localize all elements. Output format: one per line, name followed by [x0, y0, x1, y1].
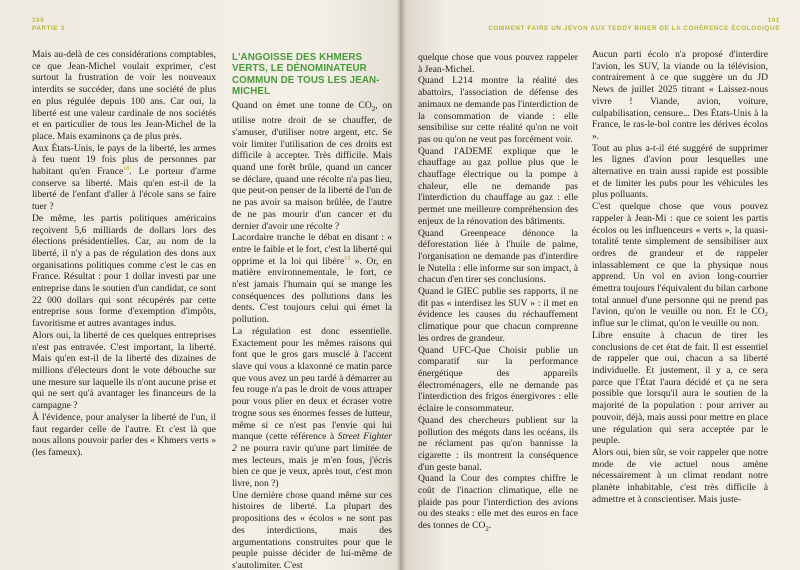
paragraph: [232, 100, 392, 233]
paragraph: Quand l'ADEME explique que le chauffage au gaz pollue plus que le chauffage électrique ou la pompe à chaleur, elle ne demande pas l'interdiction du chauffage au gaz : elle permet une meilleure compréhension des enjeux de la rénovation des bâtiments.: [418, 145, 578, 227]
paragraph: Libre ensuite à chacun de tirer les conclusions de cet état de fait. Il est essentiel de rappeler que oui, chacun a sa liberté individuelle. Et justement, il y a, ce sera parce que l'État l'aura décidé et ça ne sera possible que lorsqu'il aura le soutien de la majorité de la population : pour arriver au pouvoir, déjà, mais aussi pour mettre en place une régulation qui sera acceptée par le peuple.: [592, 329, 768, 447]
paragraph-text: Quand on émet une tonne de CO: [232, 99, 372, 111]
paragraph-text: ». Or, en matière environnementale, le fort, ce n'est jamais l'humain qui se mange les conséquences des pollutions dans les dents. C'est toujours celui qui émet la pollution.: [232, 255, 392, 326]
paragraph: Une dernière chose quand même sur ces histoires de liberté. La plupart des propositions des « écolos » ne sont pas des interdictions, mais des argumentations construites pour que le peuple puisse décider de lui-même de s'autolimiter. C'est: [232, 489, 392, 570]
paragraph: À l'évidence, pour analyser la liberté de l'un, il faut regarder celle de l'autre. Et c'est là que nous allons pouvoir parler des « Khmers verts » (les fameux).: [32, 411, 216, 458]
paragraph: Quand Greenpeace dénonce la déforestation liée à l'huile de palme, l'organisation ne demande pas d'interdire le Nutella : elle informe sur son impact, à chacun d'en tirer ses conclusions.: [418, 227, 578, 286]
paragraph: Tout au plus a-t-il été suggéré de supprimer les lignes d'avion pour lesquelles une alternative en train aussi rapide est possible et de limiter les pubs pour les véhicules les plus polluants.: [592, 142, 768, 201]
paragraph-text: Lacordaire tranche le débat en disant : « entre le faible et le fort, c'est la liberté qui opprime et la loi qui libère: [232, 232, 392, 267]
right-running-title: COMMENT FAIRE UN JEVON AUX TEDDY BINER DE LA COHÉRENCE ÉCOLOGIQUE: [488, 24, 780, 32]
subscript: 2: [371, 104, 376, 113]
footnote-marker: 18: [123, 165, 130, 172]
paragraph: Aucun parti écolo n'a proposé d'interdire l'avion, les SUV, la viande ou la télévision, contrairement à ce que suggère un du JD News de juillet 2025 titrant « Laissez-nous vivre ! Viande, avion, voiture, culpabilisation, censure... Des États-Unis à la France, le ras-le-bol contre les dérives écolos ».: [592, 49, 768, 142]
paragraph: [232, 232, 392, 326]
paragraph-text: Quand la Cour des comptes chiffre le coût de l'inaction climatique, elle ne plaide pas pour l'interdiction des avions ou des steaks : elle met des euros en face des tonnes de CO: [418, 473, 578, 532]
paragraph: [32, 143, 216, 213]
paragraph: Quand des chercheurs publient sur la pollution des mégots dans les océans, ils ne réclament pas qu'on bannisse la cigarette : ils montrent la conséquence d'un geste banal.: [418, 414, 578, 473]
left-column-1: [32, 49, 216, 459]
paragraph: Quand L214 montre la réalité des abattoirs, l'association de défense des animaux ne demande pas l'interdiction de la consommation de viande : elle sensibilise sur cette réalité qu'on ne voit pas ou qu'on ne veut pas forcément voir.: [418, 75, 578, 145]
left-column-2: [232, 52, 392, 570]
right-page: [400, 0, 800, 570]
paragraph: Alors oui, bien sûr, se voir rappeler que notre mode de vie actuel nous amène nécessairement à un climat rendant notre planète inhabitable, c'est très difficile à admettre et à conscientiser. Mais juste-: [592, 446, 768, 505]
paragraph: [232, 326, 392, 490]
paragraph-text: , on utilise notre droit de se chauffer, de s'amuser, d'utiliser notre argent, etc. Se voir limiter l'utilisation de ces droits est difficile à accepter. Très difficile. Mais quand une forêt brûle, quand un cancer se déclare, quand une récolte n'a pas lieu, que peut-on penser de la liberté de l'un de ne pas avoir sa maison brûlée, de l'autre de ne pas mourir d'un cancer et du dernier d'avoir une récolte ?: [232, 99, 392, 232]
footnote-marker: 19: [344, 255, 351, 262]
section-title: L'ANGOISSE DES KHMERS VERTS, LE DÉNOMINATEUR COMMUN DE TOUS LES JEAN-MICHEL: [232, 52, 380, 98]
paragraph: Alors oui, la liberté de ces quelques entreprises n'est pas entravée. C'est important, la liberté. Mais qu'en est-il de la liberté des dizaines de millions d'électeurs dont le vote débouche sur une mesure sur laquelle ils n'ont aucune prise et qui ne sert qu'à avantager les financeurs de la campagne ?: [32, 329, 216, 412]
paragraph: C'est quelque chose que vous pouvez rappeler à Jean-Mi : que ce soient les partis écolos ou les influenceurs « verts », la quasi-totalité tente simplement de sensibiliser aux ordres de grandeur et de rappeler inlassablement ce que la physique nous apprend. Un vol en avion long-courrier émettra toujours l'équivalent du bilan carbone total annuel d'une personne qui ne prend pas l'avion, qu'on le veuille ou non. Et le CO₂ influe sur le climat, qu'on le veuille ou non.: [592, 201, 768, 330]
paragraph: quelque chose que vous pouvez rappeler à Jean-Michel.: [418, 52, 578, 75]
right-column-1: [418, 52, 578, 536]
paragraph: De même, les partis politiques américains reçoivent 5,6 milliards de dollars lors des élections présidentielles. Car, au nom de la liberté, il n'y a pas de régulation des dons aux organisations politiques comme c'est le cas en France. Résultat : pour 1 dollar investi par une entreprise dans le soutien d'un candidat, ce sont 22 000 dollars qui sont récupérés par cette entreprise sous forme d'exemption d'impôts, favoritisme et autres avantages indus.: [32, 212, 216, 330]
paragraph-text: La régulation est donc essentielle. Exactement pour les mêmes raisons qui font que le gros gars musclé à l'accent slave qui vous a klaxonné ce matin parce que vous avez un peu tardé à démarrer au feu rouge n'a pas le droit de vous attraper pour vous plier en deux et écraser votre trogne sous ses énormes fesses de lutteur, même si ce n'est pas l'envie qui lui manque (cette référence à: [232, 325, 392, 443]
paragraph: Quand le GIEC publie ses rapports, il ne dit pas « interdisez les SUV » : il met en évidence les causes du réchauffement climatique pour que chacun comprenne les ordres de grandeur.: [418, 286, 578, 344]
paragraph: Quand UFC-Que Choisir publie un comparatif sur la performance énergétique des appareils électroménagers, elle ne demande pas l'interdiction des frigos énergivores : elle éclaire le consommateur.: [418, 344, 578, 415]
paragraph: Mais au-delà de ces considérations comptables, ce que Jean-Michel voulait exprimer, c'est surtout la frustration de voir les nouveaux interdits se succéder, dans une société de plus en plus régulée depuis 100 ans. Car oui, la liberté est une valeur cardinale de nos sociétés et en particulier de tous les Jean-Michel de la place. Mais examinons ça de plus près.: [32, 49, 216, 142]
right-page-number: 101: [767, 17, 780, 24]
right-page-header: [488, 17, 780, 32]
subscript: 2: [485, 525, 489, 534]
right-column-2: [592, 49, 768, 505]
paragraph-text: ne pourra ravir qu'une part limitée de mes lecteurs, mais je m'en fous, j'écris bien ce que je veux, après tout, c'est mon livre, non ?): [232, 442, 392, 490]
left-page-header: [32, 17, 65, 32]
left-part-label: PARTIE 3: [32, 24, 65, 32]
left-page-number: 100: [32, 17, 45, 24]
italic-title: Street Fighter 2: [232, 431, 392, 454]
paragraph-text: . Le porteur d'arme conserve sa liberté. Mais qu'en est-il de la liberté de l'enfant d'aller à l'école sans se faire tuer ?: [32, 166, 216, 213]
paragraph: [418, 473, 578, 535]
paragraph-text: Aux États-Unis, le pays de la liberté, les armes à feu tuent 19 fois plus de personnes par habitant qu'en France: [32, 142, 216, 178]
paragraph-text: .: [488, 520, 492, 532]
book-gutter: [396, 0, 406, 570]
